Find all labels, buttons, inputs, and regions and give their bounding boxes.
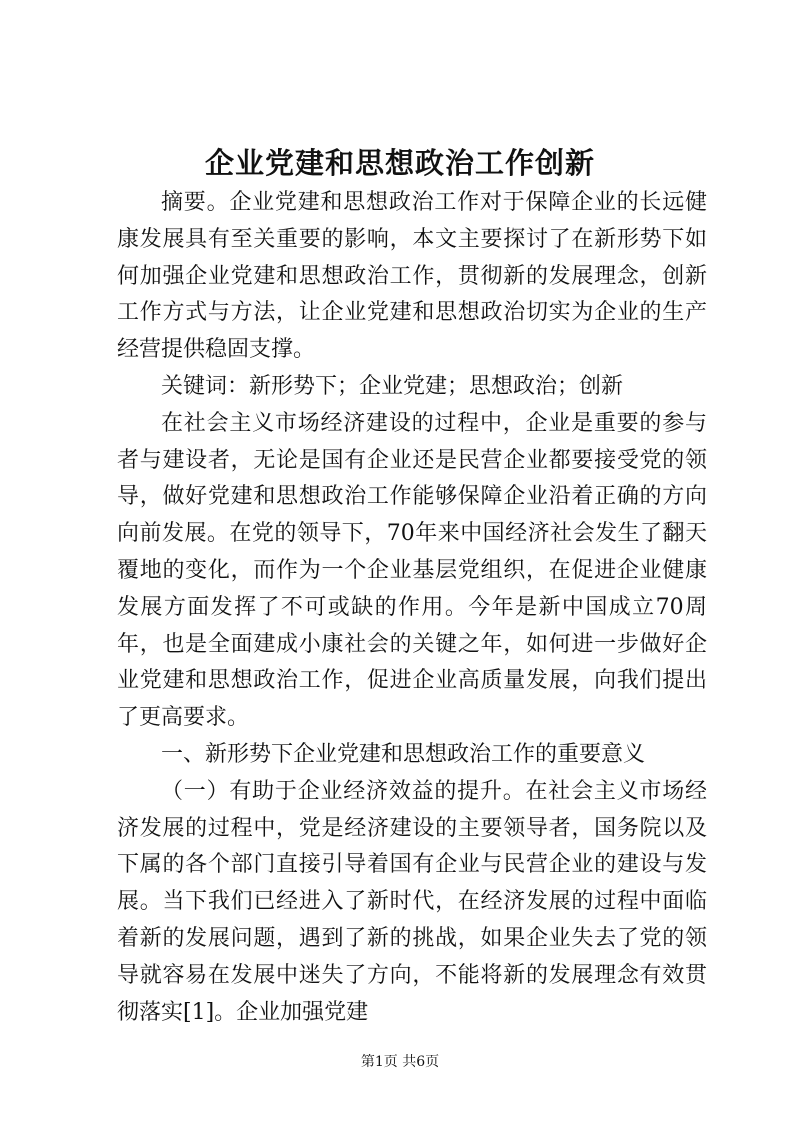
subsection-paragraph: （一）有助于企业经济效益的提升。在社会主义市场经济发展的过程中，党是经济建设的主要领导者，国务院以及下属的各个部门直接引导着国有企业与民营企业的建设与发展。当下我们已经进入了新时代，在经济发展的过程中面临着新的发展问题，遇到了新的挑战，如果企业失去了党的领导就容易在发展中迷失了方向，不能将新的发展理念有效贯彻落实[1]。企业加强党建 xyxy=(117,778,707,1025)
document-title: 企业党建和思想政治工作创新 xyxy=(204,146,595,180)
document-body xyxy=(117,185,707,1031)
keywords-paragraph: 关键词：新形势下；企业党建；思想政治；创新 xyxy=(161,373,624,399)
abstract-paragraph: 摘要。企业党建和思想政治工作对于保障企业的长远健康发展具有至关重要的影响，本文主要探讨了在新形势下如何加强企业党建和思想政治工作，贯彻新的发展理念，创新工作方式与方法，让企业党建和思想政治切实为企业的生产经营提供稳固支撑。 xyxy=(117,190,707,363)
page-footer: 第1页 共6页 xyxy=(360,1054,440,1070)
intro-paragraph: 在社会主义市场经济建设的过程中，企业是重要的参与者与建设者，无论是国有企业还是民营企业都要接受党的领导，做好党建和思想政治工作能够保障企业沿着正确的方向向前发展。在党的领导下，70年来中国经济社会发生了翻天覆地的变化，而作为一个企业基层党组织，在促进企业健康发展方面发挥了不可或缺的作用。今年是新中国成立70周年，也是全面建成小康社会的关键之年，如何进一步做好企业党建和思想政治工作，促进企业高质量发展，向我们提出了更高要求。 xyxy=(117,410,707,731)
section-heading: 一、新形势下企业党建和思想政治工作的重要意义 xyxy=(161,741,646,767)
